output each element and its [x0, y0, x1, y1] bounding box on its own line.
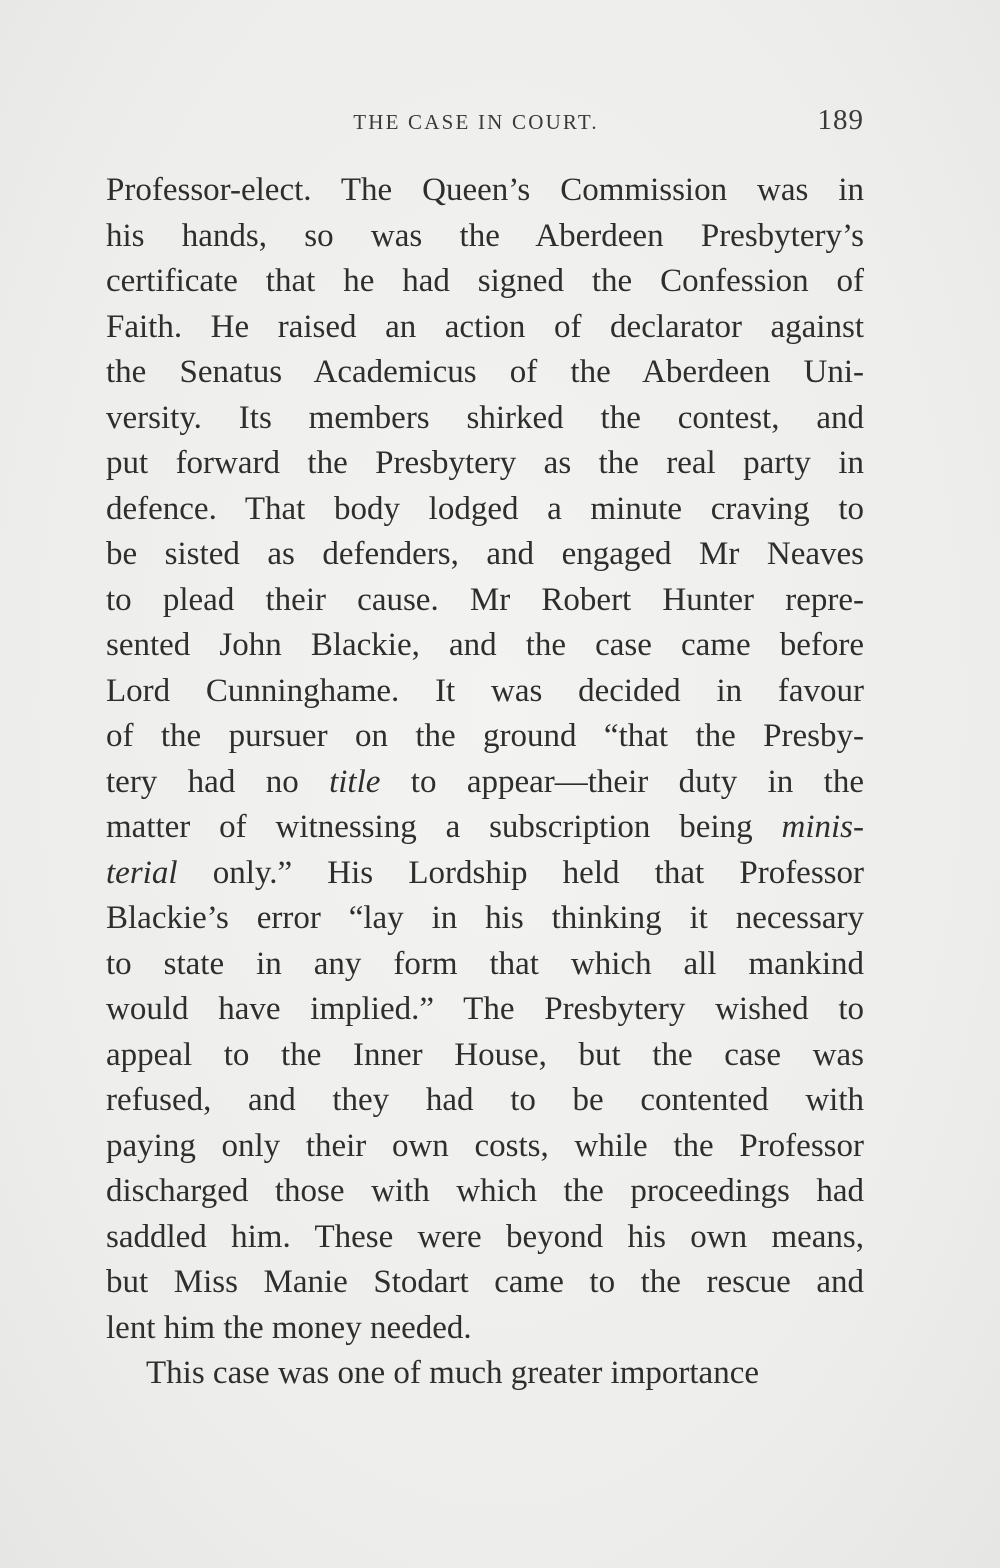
text-line: [106, 1033, 864, 1079]
text-line: [106, 669, 864, 715]
text-segment: discharged those with which the proceedings had: [106, 1173, 864, 1209]
text-segment: defence. That body lodged a minute craving to: [106, 490, 864, 527]
text-line: [106, 714, 864, 760]
text-line: [106, 805, 864, 851]
text-line: [106, 1124, 864, 1170]
text-line: [106, 1215, 864, 1261]
running-title: THE CASE IN COURT.: [353, 110, 599, 134]
text-line: [106, 1351, 864, 1397]
italic-text: minis-: [781, 809, 864, 845]
text-segment: the Senatus Academicus of the Aberdeen Uni-: [106, 354, 864, 390]
text-segment: Lord Cunninghame. It was decided in favour: [106, 672, 864, 709]
running-head: [106, 104, 864, 144]
text-line: [106, 578, 864, 624]
text-segment: only.” His Lordship held that Professor: [177, 854, 864, 891]
text-segment: Blackie’s error “lay in his thinking it necessary: [106, 900, 864, 936]
text-line: [106, 1260, 864, 1306]
text-segment: matter of witnessing a subscription being: [106, 809, 782, 845]
text-line: [106, 623, 864, 669]
text-line: [106, 942, 864, 988]
text-line: [106, 987, 864, 1033]
text-line: [106, 896, 864, 942]
text-segment: to plead their cause. Mr Robert Hunter repre-: [106, 581, 864, 618]
text-segment: refused, and they had to be contented with: [106, 1082, 864, 1118]
text-line: [106, 396, 864, 442]
text-segment: to appear—their duty in the: [380, 763, 864, 800]
text-segment: put forward the Presbytery as the real party in: [106, 445, 864, 481]
text-segment: versity. Its members shirked the contest, and: [106, 399, 864, 436]
text-line: [106, 487, 864, 533]
text-segment: be sisted as defenders, and engaged Mr Neaves: [106, 536, 864, 572]
text-segment: certificate that he had signed the Confession of: [106, 263, 864, 299]
text-segment: sented John Blackie, and the case came before: [106, 627, 864, 663]
text-line: [106, 851, 864, 897]
italic-text: title: [329, 763, 381, 800]
text-segment: Professor-elect. The Queen’s Commission was in: [106, 172, 864, 208]
text-segment: This case was one of much greater importance: [146, 1355, 759, 1391]
text-segment: lent him the money needed.: [106, 1309, 472, 1346]
text-line: [106, 1306, 864, 1352]
text-segment: Faith. He raised an action of declarator against: [106, 308, 864, 345]
text-segment: would have implied.” The Presbytery wished to: [106, 991, 864, 1027]
page-number: 189: [817, 104, 864, 136]
text-segment: tery had no: [106, 763, 330, 800]
text-line: [106, 441, 864, 487]
body-text: [106, 168, 864, 1397]
text-segment: appeal to the Inner House, but the case was: [106, 1036, 864, 1073]
text-line: [106, 168, 864, 214]
text-segment: paying only their own costs, while the Professor: [106, 1127, 864, 1164]
text-line: [106, 350, 864, 396]
text-segment: of the pursuer on the ground “that the Presby-: [106, 718, 864, 754]
text-line: [106, 532, 864, 578]
text-line: [106, 214, 864, 260]
text-line: [106, 1078, 864, 1124]
text-segment: saddled him. These were beyond his own means,: [106, 1218, 864, 1255]
text-line: [106, 760, 864, 806]
text-line: [106, 1169, 864, 1215]
text-segment: to state in any form that which all mankind: [106, 945, 864, 982]
text-segment: his hands, so was the Aberdeen Presbytery’s: [106, 217, 864, 254]
text-line: [106, 305, 864, 351]
text-line: [106, 259, 864, 305]
italic-text: terial: [106, 854, 178, 891]
text-segment: but Miss Manie Stodart came to the rescue and: [106, 1264, 864, 1300]
